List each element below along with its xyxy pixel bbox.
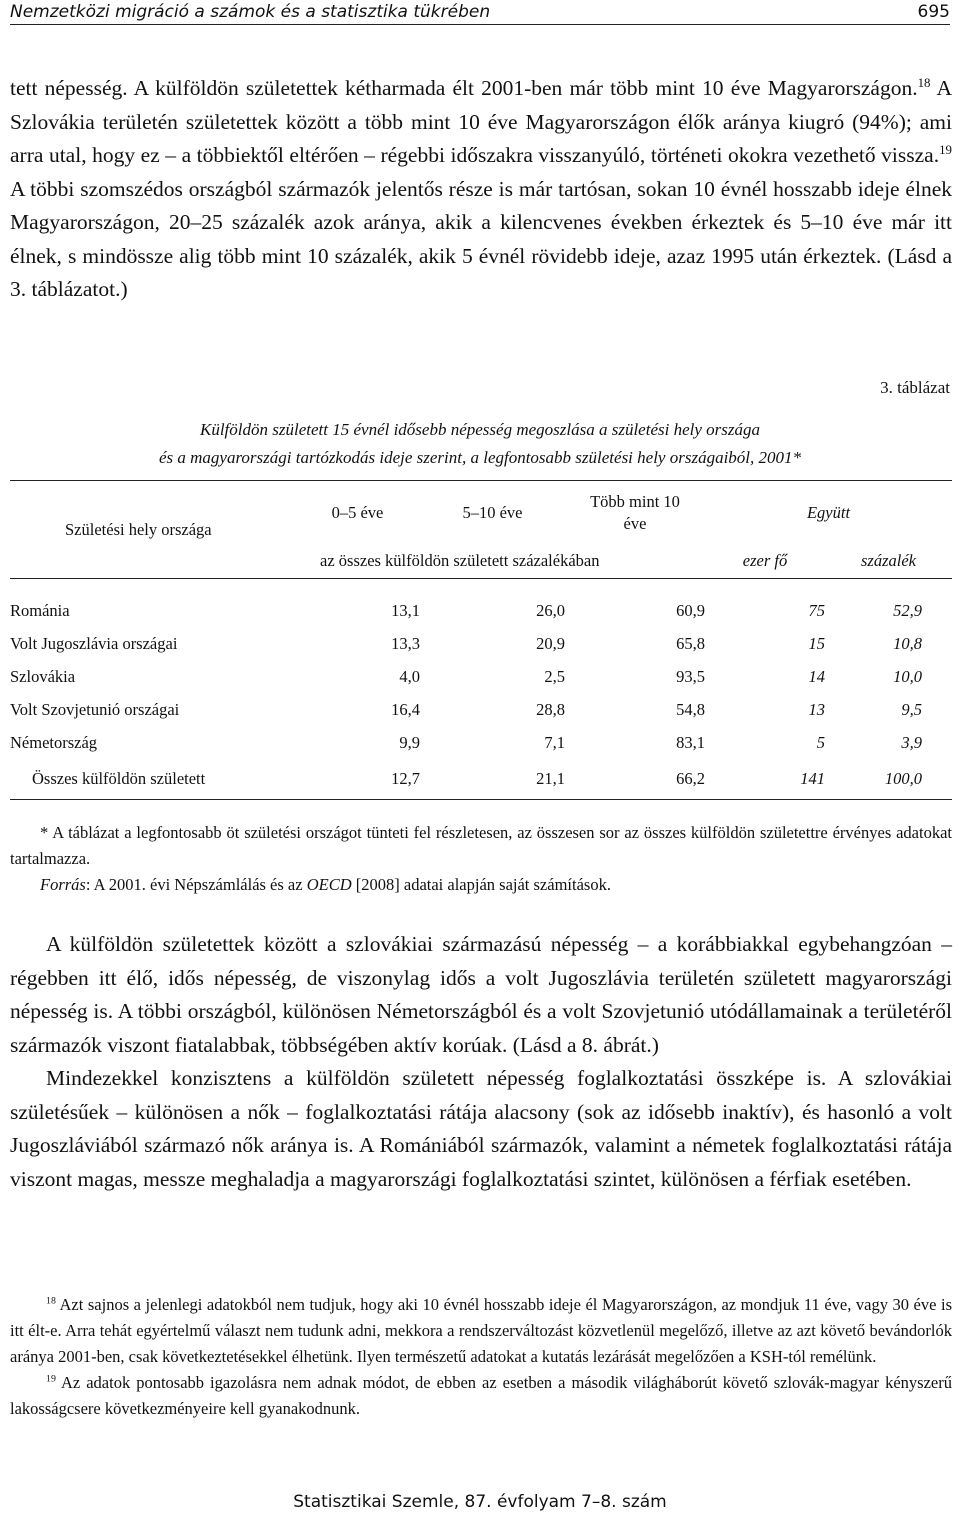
table-row: [10, 628, 952, 661]
cell-5-10: 20,9: [536, 634, 565, 653]
cell-thousand: 75: [808, 601, 825, 620]
cell-0-5: 12,7: [391, 769, 420, 789]
header-over-10-years: [565, 481, 705, 545]
cell-0-5: 13,3: [391, 634, 420, 653]
cell-over-10: 83,1: [676, 733, 705, 752]
page-number: 695: [917, 2, 950, 22]
subheader-thousand-persons: ezer fő: [742, 551, 788, 571]
data-table: [10, 480, 952, 800]
cell-thousand: 141: [800, 769, 825, 789]
paragraph1-part3: A többi szomszédos országból származók jelentős része is már tartósan, sokan 10 évnél hosszabb ideje élnek Magyarországon, 20–25 százalék azok aránya, akik a kilencvenes években érkeztek és 5–10 éve már itt élnek, s mindössze alig több mint 10 százalék, akik 5 évnél rövidebb ideje, azaz 1995 után érkeztek. (Lásd a 3. táblázatot.): [10, 176, 952, 301]
paragraph3: Mindezekkel konzisztens a külföldön született népesség foglalkoztatási összképe is. A szlovákiai születésűek – különösen a nők – foglalkoztatási rátája alacsony (sok az idősebb inaktív), és hasonló a volt Jugoszláviából származó nők aránya is. A Romániából származók, valamint a németek foglalkoztatási rátája viszont magas, messze meghaladja a magyarországi foglalkoztatási szintet, különösen a férfiak esetében.: [10, 1066, 952, 1191]
cell-thousand: 14: [808, 667, 825, 686]
footnote-19: [10, 1370, 952, 1422]
cell-5-10: 7,1: [544, 733, 565, 752]
source-text-a: : A 2001. évi Népszámlálás és az: [85, 875, 307, 894]
row-country: Szlovákia: [10, 667, 76, 686]
cell-thousand: 15: [808, 634, 825, 653]
cell-5-10: 28,8: [536, 700, 565, 719]
subheader-percent: százalék: [861, 551, 916, 571]
cell-over-10: 54,8: [676, 700, 705, 719]
cell-percent: 10,0: [893, 667, 922, 686]
cell-percent: 52,9: [893, 601, 922, 620]
table-row: [10, 595, 952, 628]
cell-over-10: 60,9: [676, 601, 705, 620]
cell-0-5: 4,0: [399, 667, 420, 686]
running-header: [10, 0, 950, 25]
footnote-text-18: Azt sajnos a jelenlegi adatokból nem tudjuk, hogy aki 10 évnél hosszabb ideje él Magyarországon, az mondjuk 11 éve, vagy 30 éve is itt élt-e. Arra tehát egyértelmű választ nem tudunk adni, mekkora a rendszerváltozást közvetlenül megelőző, illetve az azt követő bevándorlók aránya 2001-ben, csak következtetésekkel élhetünk. Ilyen természetű adatokat a kutatás lezárását megelőzően a KSH-tól remélünk.: [10, 1295, 952, 1366]
row-country-total: Összes külföldön született: [32, 769, 206, 789]
header-0-5-years: 0–5 éve: [331, 502, 384, 522]
table-row: [10, 727, 952, 760]
subheader-percent-of-foreign-born: az összes külföldön született százalékában: [320, 551, 600, 571]
cell-over-10: 66,2: [676, 769, 705, 789]
table-notes: [10, 820, 952, 898]
header-country: Születési hely országa: [10, 481, 295, 579]
cell-0-5: 13,1: [391, 601, 420, 620]
header-total: Együtt: [806, 502, 851, 522]
footnote-ref-18[interactable]: 18: [917, 75, 931, 90]
table-row: [10, 661, 952, 694]
table-caption-line2: és a magyarországi tartózkodás ideje szerint, a legfontosabb születési hely országaiból, 2001*: [158, 448, 802, 467]
cell-percent: 3,9: [901, 733, 922, 752]
row-country: Románia: [10, 601, 70, 620]
table-source: [10, 872, 952, 898]
footnotes: [10, 1292, 952, 1422]
footnote-mark-18: 18: [46, 1295, 56, 1307]
source-label: Forrás: [40, 875, 86, 894]
paragraph1-part2: A Szlovákia területén születettek között a több mint 10 éve Magyarországon élők aránya kiugró (94%); ami arra utal, hogy ez – a többiektől eltérően – régebbi időszakra visszanyúló, történeti okokra vezethető vissza.: [10, 76, 952, 167]
cell-over-10: 65,8: [676, 634, 705, 653]
cell-thousand: 5: [816, 733, 825, 752]
running-footer: Statisztikai Szemle, 87. évfolyam 7–8. szám: [293, 1492, 667, 1512]
table-row: [10, 694, 952, 727]
cell-thousand: 13: [808, 700, 825, 719]
cell-5-10: 21,1: [536, 769, 565, 789]
cell-over-10: 93,5: [676, 667, 705, 686]
paragraph1-part1: tett népesség. A külföldön születettek kétharmada élt 2001-ben már több mint 10 éve Magyarországon.: [10, 76, 918, 100]
cell-0-5: 16,4: [391, 700, 420, 719]
footnote-18: [10, 1292, 952, 1370]
table-caption: [10, 416, 950, 472]
paragraph-age-structure: [10, 928, 952, 1196]
cell-0-5: 9,9: [399, 733, 420, 752]
table-note: * A táblázat a legfontosabb öt születési országot tünteti fel részletesen, az összesen sor az összes külföldön születettre érvényes adatokat tartalmazza.: [10, 823, 952, 868]
paragraph-migration-duration: [10, 72, 952, 307]
header-over-10-line2: éve: [623, 513, 647, 533]
footnote-ref-19[interactable]: 19: [939, 142, 952, 157]
cell-percent: 9,5: [901, 700, 922, 719]
header-5-10-years: 5–10 éve: [462, 502, 523, 522]
row-country: Németország: [10, 733, 98, 752]
source-text-b: [2008] adatai alapján saját számítások.: [351, 875, 611, 894]
footnote-mark-19: 19: [46, 1373, 56, 1385]
paragraph2: A külföldön születettek között a szlovákiai származású népesség – a korábbiakkal egybehangzóan – régebben itt élő, idős népesség, de viszonylag idős a volt Jugoszlávia területén született magyarországi népesség is. A többi országból, különösen Németországból és a volt Szovjetunió utódállamainak a területéről származók viszont fiatalabbak, többségében aktív korúak. (Lásd a 8. ábrát.): [10, 932, 952, 1057]
row-country: Volt Jugoszlávia országai: [10, 634, 178, 653]
table-number: 3. táblázat: [880, 378, 950, 397]
header-over-10-line1: Több mint 10: [590, 491, 680, 511]
cell-5-10: 26,0: [536, 601, 565, 620]
running-title: Nemzetközi migráció a számok és a statisztika tükrében: [10, 2, 491, 22]
cell-percent: 100,0: [884, 769, 922, 789]
table-row-total: [10, 760, 952, 800]
table-caption-line1: Külföldön született 15 évnél idősebb népesség megoszlása a születési hely országa: [200, 420, 760, 439]
footnote-text-19: Az adatok pontosabb igazolásra nem adnak módot, de ebben az esetben a második világháborút követő szlovák-magyar kényszerű lakosságcsere következményeire kell gyanakodnunk.: [10, 1373, 952, 1418]
cell-percent: 10,8: [893, 634, 922, 653]
cell-5-10: 2,5: [544, 667, 565, 686]
source-oecd: OECD: [306, 875, 352, 894]
row-country: Volt Szovjetunió országai: [10, 700, 180, 719]
